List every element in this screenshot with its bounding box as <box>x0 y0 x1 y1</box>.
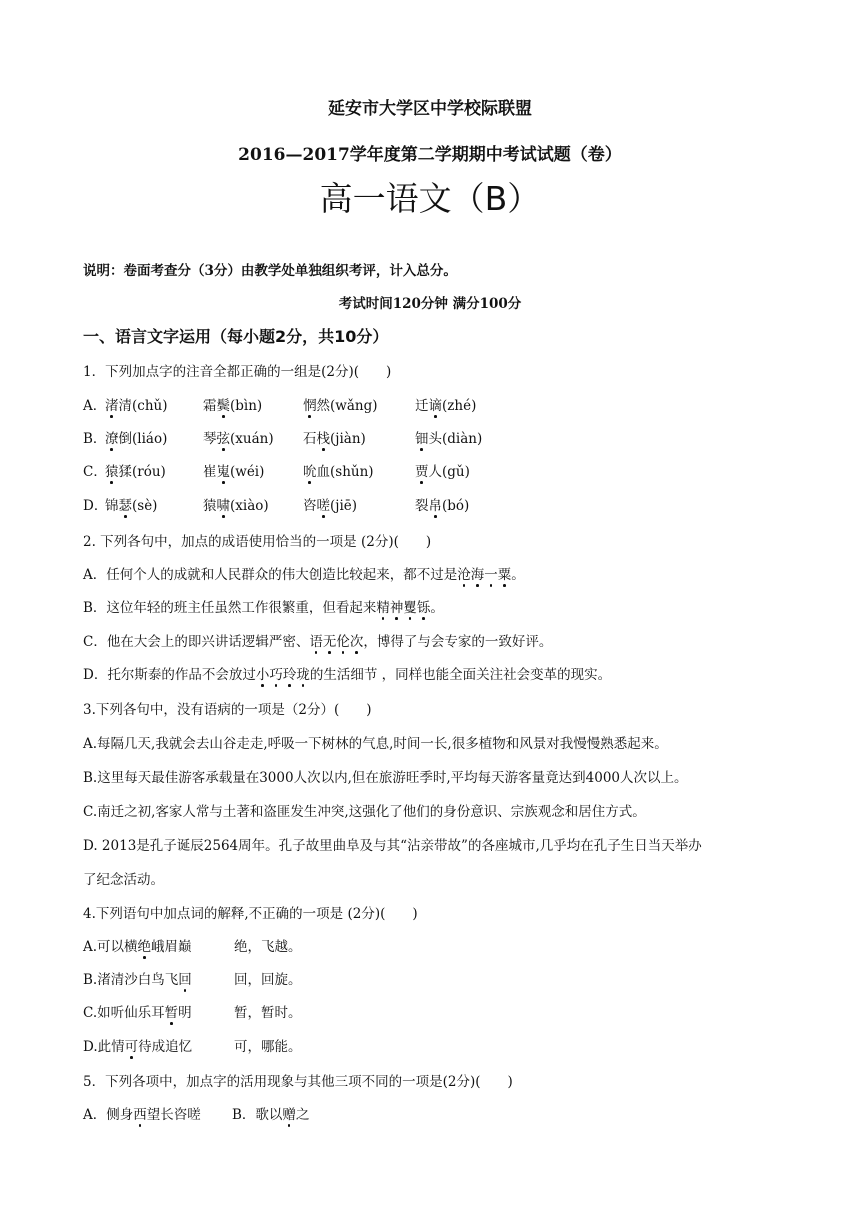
q4-gloss-c: 暂，暂时。 <box>234 1005 302 1021</box>
q5-option-a: A．侧身西望长咨嗟 <box>83 1103 201 1123</box>
q3-option-b: B.这里每天最佳游客承载量在3000人次以内,但在旅游旺季时,平均每天游客量竟达到4000人次以上。 <box>83 770 688 786</box>
q3-option-a: A.每隔几天,我就会去山谷走走,呼吸一下树林的气息,时间一长,很多植物和风景对我慢慢熟悉起来。 <box>83 736 668 752</box>
q1-option-item: 猿啸(xiào) <box>203 494 269 514</box>
q1-option-item: 渚清(chǔ) <box>105 394 167 414</box>
q1-option-item: 琴弦(xuán) <box>203 427 274 447</box>
q2-option-d: D．托尔斯泰的作品不会放过小巧玲珑的生活细节 ，同样也能全面关注社会变革的现实。 <box>83 663 611 683</box>
q5-option-b: B．歌以赠之 <box>232 1103 309 1123</box>
q1-option-item: 猿猱(róu) <box>105 460 166 480</box>
q2-option-c: C．他在大会上的即兴讲话逻辑严密、语无伦次，博得了与会专家的一致好评。 <box>83 630 552 650</box>
q1-option-item: 钿头(diàn) <box>415 427 482 447</box>
q4-option-c: C.如听仙乐耳暂明 <box>83 1001 192 1021</box>
section-heading: 一、语言文字运用（每小题2分，共10分） <box>83 327 389 346</box>
exam-subject-title: 高一语文（B） <box>319 179 541 218</box>
q1-option-item: 吮血(shǔn) <box>303 460 374 480</box>
q4-option-d: D.此情可待成追忆 <box>83 1035 192 1055</box>
q1-option-item: 咨嗟(jiē) <box>303 494 357 514</box>
q2-option-a: A．任何个人的成就和人民群众的伟大创造比较起来，都不过是沧海一粟。 <box>83 563 525 583</box>
q4-gloss-d: 可，哪能。 <box>234 1039 302 1055</box>
q1-option-letter: A． <box>83 398 107 414</box>
q2-option-b: B．这位年轻的班主任虽然工作很繁重，但看起来精神矍铄。 <box>83 596 444 616</box>
q1-option-item: 贾人(gǔ) <box>415 460 470 480</box>
q3-option-d-line2: 了纪念活动。 <box>83 872 164 888</box>
exam-org-title: 延安市大学区中学校际联盟 <box>328 99 532 119</box>
q1-option-letter: C． <box>83 464 107 480</box>
exam-term-title: 2016—2017学年度第二学期期中考试试题（卷） <box>238 145 622 165</box>
q2-stem: 2. 下列各句中，加点的成语使用恰当的一项是 (2分)( ) <box>83 534 432 550</box>
q4-gloss-a: 绝，飞越。 <box>234 939 302 955</box>
q1-option-item: 崔嵬(wéi) <box>203 460 264 480</box>
q4-option-b: B.渚清沙白鸟飞回 <box>83 968 192 988</box>
q3-option-c: C.南迁之初,客家人常与土著和盗匪发生冲突,这强化了他们的身份意识、宗族观念和居住方式。 <box>83 804 646 820</box>
q1-option-item: 石栈(jiàn) <box>303 427 366 447</box>
exam-note: 说明：卷面考查分（3分）由教学处单独组织考评，计入总分。 <box>83 263 457 279</box>
q1-stem: 1．下列加点字的注音全都正确的一组是(2分)( ) <box>83 364 392 380</box>
q1-option-item: 迁谪(zhé) <box>415 394 476 414</box>
q1-option-item: 惘然(wǎng) <box>303 394 377 414</box>
q4-option-a: A.可以横绝峨眉巅 <box>83 935 192 955</box>
q1-option-item: 锦瑟(sè) <box>105 494 157 514</box>
q1-option-item: 裂帛(bó) <box>415 494 469 514</box>
q1-option-letter: B． <box>83 431 107 447</box>
q4-gloss-b: 回，回旋。 <box>234 972 302 988</box>
exam-time-info: 考试时间120分钟 满分100分 <box>338 296 522 312</box>
q1-option-letter: D． <box>83 498 108 514</box>
q3-option-d-line1: D. 2013是孔子诞辰2564周年。孔子故里曲阜及与其“沾亲带故”的各座城市,几乎均在孔子生日当天举办 <box>83 838 702 854</box>
q4-stem: 4.下列语句中加点词的解释,不正确的一项是 (2分)( ) <box>83 906 418 922</box>
q3-stem: 3.下列各句中，没有语病的一项是（2分）( ) <box>83 702 372 718</box>
q5-stem: 5．下列各项中，加点字的活用现象与其他三项不同的一项是(2分)( ) <box>83 1074 513 1090</box>
q1-option-item: 霜鬓(bìn) <box>203 394 262 414</box>
q1-option-item: 潦倒(liáo) <box>105 427 167 447</box>
